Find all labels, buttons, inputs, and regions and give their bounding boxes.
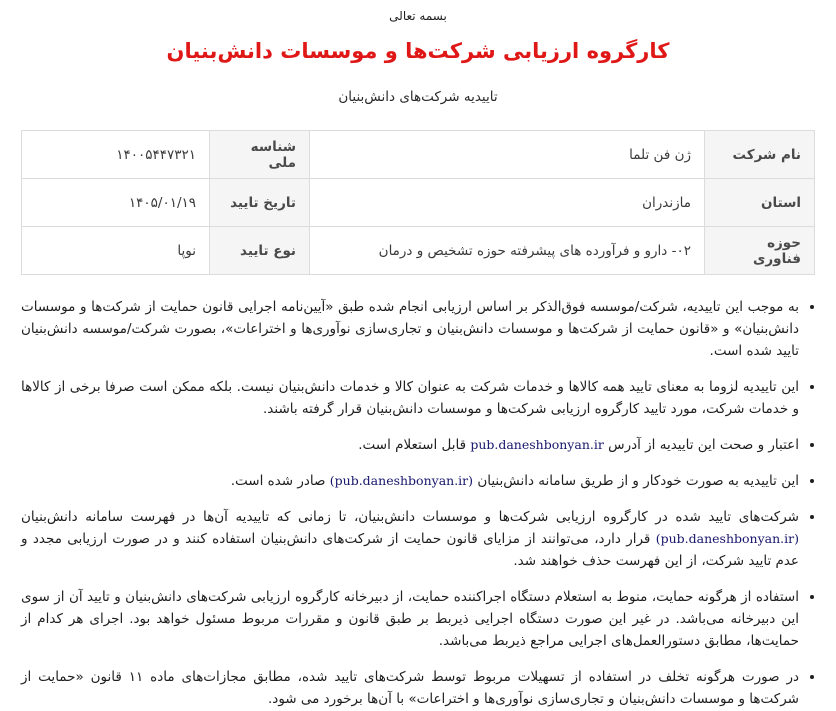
approval-type-value: نوپا — [22, 227, 210, 275]
page-subtitle: تاییدیه شرکت‌های دانش‌بنیان — [338, 89, 498, 105]
note-automatic-issuance — [21, 470, 799, 492]
system-url-text: (pub.daneshbonyan.ir) — [655, 531, 799, 546]
info-table-row — [22, 179, 815, 227]
note-text: به موجب این تاییدیه، شرکت/موسسه فوق‌الذکر بر اساس ارزیابی انجام شده طبق «آیین‌نامه اجرایی قانون حمایت از شرکت‌ها و موسسات دانش‌بنیان» و «قانون حمایت از شرکت‌ها و موسسات دانش‌بنیان و تجاری‌سازی نوآوری‌ها و اختراعات»، بصورت شرکت/موسسه دانش‌بنیان تایید شده است. — [21, 299, 799, 359]
system-url-text: (pub.daneshbonyan.ir) — [329, 473, 474, 488]
info-table-row — [22, 131, 815, 179]
note-text: این تاییدیه لزوما به معنای تایید همه کالاها و خدمات شرکت به عنوان کالا و خدمات دانش‌بنیان نیست. بلکه ممکن است صرفا برخی از کالاها و خدمات شرکت، مورد تایید کارگروه ارزیابی شرکت‌ها و موسسات دانش‌بنیان قرار گرفته باشند. — [21, 379, 799, 417]
info-table-row — [22, 227, 815, 275]
note-verification-address — [21, 434, 799, 456]
national-id-label: شناسه ملی — [210, 131, 310, 179]
note-text: قابل استعلام است. — [358, 437, 471, 453]
note-text: این تاییدیه به صورت خودکار و از طریق سامانه دانش‌بنیان — [473, 473, 799, 489]
company-info-table — [21, 130, 815, 275]
approval-type-label: نوع تایید — [210, 227, 310, 275]
system-url-text: pub.daneshbonyan.ir — [470, 437, 604, 452]
note-text: در صورت هرگونه تخلف در استفاده از تسهیلات مربوط توسط شرکت‌های تایید شده، مطابق مجازات‌های ماده ۱۱ قانون «حمایت از شرکت‌ها و موسسات دانش‌بنیان و تجاری‌سازی نوآوری‌ها و اختراعات» با آن‌ها برخورد می شود. — [21, 669, 799, 707]
notes-list — [21, 296, 815, 710]
page-title: کارگروه ارزیابی شرکت‌ها و موسسات دانش‌بنیان — [166, 39, 670, 63]
note-approval-basis — [21, 296, 799, 362]
technology-field-label: حوزه فناوری — [705, 227, 815, 275]
bismillah-text: بسمه تعالی — [389, 9, 447, 23]
province-value: مازندران — [310, 179, 705, 227]
note-text: قرار دارد، می‌توانند از مزایای قانون حمایت از شرکت‌های دانش‌بنیان استفاده کنند و در صورت ارزیابی مجدد و عدم تایید شرکت، از این فهرست حذف خواهند شد. — [21, 531, 799, 569]
approval-date-label: تاریخ تایید — [210, 179, 310, 227]
approval-date-value: ۱۴۰۵/۰۱/۱۹ — [22, 179, 210, 227]
note-benefits-and-removal — [21, 506, 799, 572]
note-scope-of-approval — [21, 376, 799, 420]
technology-field-value: ۰۲- دارو و فرآورده های پیشرفته حوزه تشخیص و درمان — [310, 227, 705, 275]
note-text: اعتبار و صحت این تاییدیه از آدرس — [603, 437, 799, 453]
note-text: شرکت‌های تایید شده در کارگروه ارزیابی شرکت‌ها و موسسات دانش‌بنیان، تا زمانی که تاییدیه آن‌ها در فهرست سامانه دانش‌بنیان — [21, 509, 799, 525]
note-text: صادر شده است. — [230, 473, 330, 489]
note-violation-penalties — [21, 666, 799, 710]
company-name-value: ژن فن تلما — [310, 131, 705, 179]
company-name-label: نام شرکت — [705, 131, 815, 179]
province-label: استان — [705, 179, 815, 227]
national-id-value: ۱۴۰۰۵۴۴۷۳۲۱ — [22, 131, 210, 179]
info-table-body — [22, 131, 815, 275]
note-support-inquiry — [21, 586, 799, 652]
note-text: استفاده از هرگونه حمایت، منوط به استعلام دستگاه اجراکننده حمایت، از دبیرخانه کارگروه ارزیابی شرکت‌های دانش‌بنیان و تایید آن از سوی این دبیرخانه می‌باشد. در غیر این صورت دستگاه اجرایی ذیربط بر طبق قانون و مقررات مربوط مسئول خواهد بود. اجرای هر کدام از حمایت‌ها، مطابق دستورالعمل‌های اجرایی مراجع ذیربط می‌باشد. — [21, 589, 799, 649]
